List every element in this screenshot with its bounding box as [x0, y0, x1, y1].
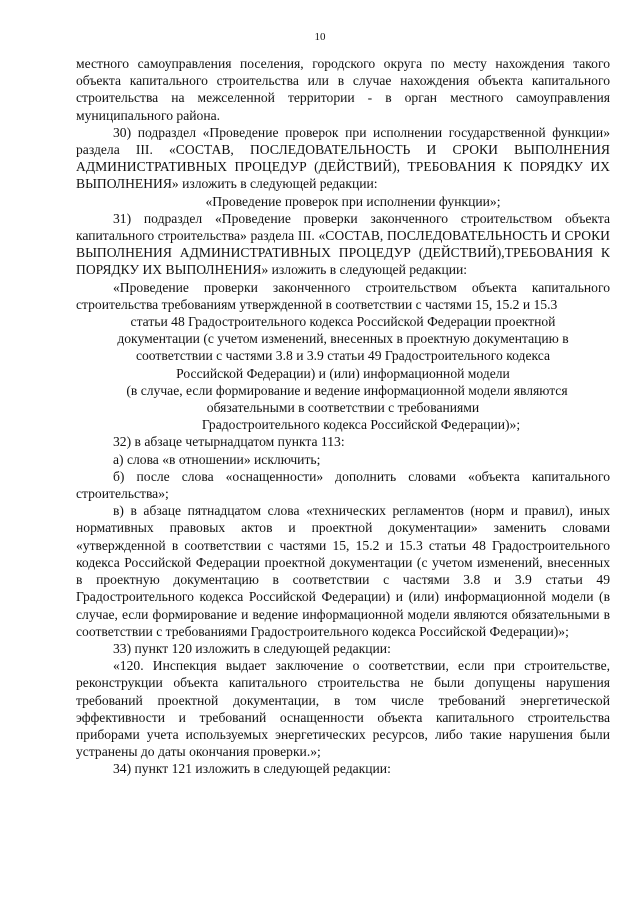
paragraph-item-120: «120. Инспекция выдает заключение о соответствии, если при строительстве, реконструкции объекта капитального строительства не были допущены нарушения требований проектной документации, в том числе требований энергетической эффективности и требований оснащенности объекта капитального строительства приборами учета используемых энергетических ресурсов, либо такие нарушения были устранены до даты окончания проверки.»;: [76, 658, 610, 760]
quoted-title-31-line-2: статьи 48 Градостроительного кодекса Российской Федерации проектной: [130, 314, 556, 330]
quoted-title-31-line-4: соответствии с частями 3.8 и 3.9 статьи 49 Градостроительного кодекса: [135, 348, 551, 364]
quoted-title-30: «Проведение проверок при исполнении функции»;: [205, 193, 501, 209]
quoted-title-31-line-6: (в случае, если формирование и ведение информационной модели являются: [126, 382, 568, 398]
paragraph-item-32-a: а) слова «в отношении» исключить;: [113, 451, 321, 467]
quoted-title-31-line-8: Градостроительного кодекса Российской Федерации)»;: [201, 417, 521, 433]
paragraph-continuation: местного самоуправления поселения, городского округа по месту нахождения такого объекта капитального строительства или в случае нахождения объекта капитального строительства на межселенной территории - в орган местного самоуправления муниципального района.: [76, 56, 610, 123]
paragraph-item-31: 31) подраздел «Проведение проверки законченного строительством объекта капитального строительства» раздела III. «СОСТАВ, ПОСЛЕДОВАТЕЛЬНОСТЬ И СРОКИ ВЫПОЛНЕНИЯ АДМИНИСТРАТИВНЫХ ПРОЦЕДУР (ДЕЙСТВИЙ),ТРЕБОВАНИЯ К ПОРЯДКУ ИХ ВЫПОЛНЕНИЯ» изложить в следующей редакции:: [76, 210, 610, 278]
quoted-title-31-line-1: «Проведение проверки законченного строительством объекта капитального строительства требованиям утвержденной в соответствии с частями 15, 15.2 и 15.3: [76, 279, 610, 312]
quoted-title-31-line-7: обязательными в соответствии с требованиями: [206, 400, 480, 416]
paragraph-item-34: 34) пункт 121 изложить в следующей редакции:: [113, 761, 391, 777]
quoted-title-31-line-5: Российской Федерации) и (или) информационной модели: [176, 365, 510, 381]
paragraph-item-32-v: в) в абзаце пятнадцатом слова «технических регламентов (норм и правил), иных нормативных правовых актов и проектной документации» заменить словами «утвержденной в соответствии с частями 15, 15.2 и 15.3 статьи 48 Градостроительного кодекса Российской Федерации проектной документации (с учетом изменений, внесенных в проектную документацию в соответствии с частями 3.8 и 3.9 статьи 49 Градостроительного кодекса Российской Федерации) и (или) информационной модели (в случае, если формирование и ведение информационной модели являются обязательными в соответствии с требованиями Градостроительного кодекса Российской Федерации)»;: [76, 503, 610, 639]
quoted-title-31-line-3: документации (с учетом изменений, внесенных в проектную документацию в: [117, 331, 569, 347]
paragraph-item-32: 32) в абзаце четырнадцатом пункта 113:: [113, 434, 345, 450]
paragraph-item-30: 30) подраздел «Проведение проверок при исполнении государственной функции» раздела III. «СОСТАВ, ПОСЛЕДОВАТЕЛЬНОСТЬ И СРОКИ ВЫПОЛНЕНИЯ АДМИНИСТРАТИВНЫХ ПРОЦЕДУР (ДЕЙСТВИЙ), ТРЕБОВАНИЯ К ПОРЯДКУ ИХ ВЫПОЛНЕНИЯ» изложить в следующей редакции:: [76, 124, 610, 192]
paragraph-item-33: 33) пункт 120 изложить в следующей редакции:: [113, 640, 391, 656]
page-number: 10: [314, 31, 326, 43]
paragraph-item-32-b: б) после слова «оснащенности» дополнить словами «объекта капитального строительства»;: [76, 468, 610, 502]
document-body: [76, 55, 610, 778]
